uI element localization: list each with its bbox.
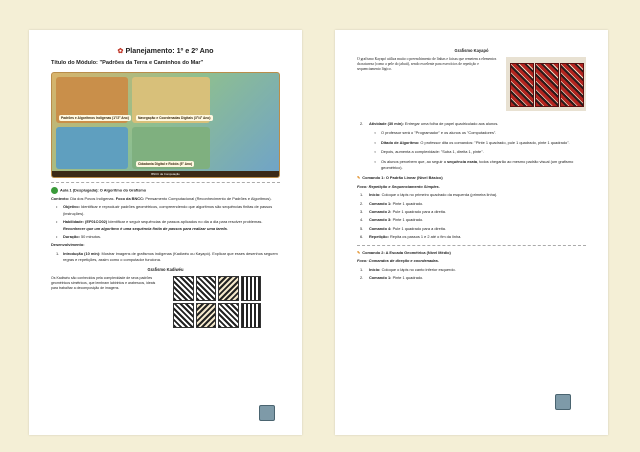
aula-heading: Aula 1 (Desplugada): O Algoritmo do Grafismo bbox=[51, 187, 280, 194]
module-banner-image bbox=[51, 72, 280, 178]
cmd2-foco: Foco: Comandos de direção e coordenadas. bbox=[357, 258, 439, 264]
step-atividade: 2. Atividade (30 min): Entregar uma folha de papel quadriculado aos alunos. bbox=[360, 121, 499, 126]
cmd1-heading: ✎ Comando 1: O Padrão Linear (Nível Básico) bbox=[357, 175, 443, 181]
cmd1-step: 4. Comando 3: Pinte 1 quadrado. bbox=[360, 217, 424, 223]
banner-footer: BNCC da Computação bbox=[52, 171, 279, 177]
sub-bullet-4: ○ Os alunos percebem que, ao seguir a sequência exata, todos chegarão ao mesmo padrão visual (um grafismo geométrico). bbox=[374, 158, 574, 171]
cmd1-foco: Foco: Repetição e Sequenciamento Simples. bbox=[357, 183, 440, 189]
cmd2-step: 1. Início: Coloque o lápis no canto inferior esquerdo. bbox=[360, 266, 456, 272]
bullet-duracao: • Duração: 50 minutos. bbox=[56, 234, 102, 240]
kayapo-section bbox=[357, 57, 586, 111]
desenvolvimento-label: Desenvolvimento: bbox=[51, 242, 85, 248]
page-title: ✿ Planejamento: 1º e 2º Ano bbox=[117, 46, 214, 55]
kayapo-pattern-image bbox=[506, 57, 586, 111]
kayapo-title: Grafismo Kayapó bbox=[454, 48, 489, 53]
page-stamp-icon bbox=[259, 405, 275, 421]
sub-bullet-1: ○ O professor será o "Programador" e os alunos os "Computadores". bbox=[374, 130, 497, 136]
divider bbox=[357, 245, 586, 246]
banner-tile-3 bbox=[56, 127, 128, 169]
cmd1-step: 3. Comando 2: Pule 1 quadrado para a direita. bbox=[360, 209, 447, 215]
banner-caption-3: Cidadania Digital e Robôs (5° Ano) bbox=[138, 162, 193, 166]
cmd2-heading: ✎ Comando 2: A Escada Geométrica (Nível Médio) bbox=[357, 249, 451, 255]
sub-bullet-3: ○ Depois, aumenta a complexidade: "Suba 1, direita 1, pinte". bbox=[374, 149, 484, 155]
divider bbox=[51, 182, 280, 183]
bullet-habilidade: • Habilidade: (EF01CO02) Identificar e seguir sequências de passos aplicados no dia a dia para resolver problemas. Reconhecer que um algoritmo é uma sequência finita de passos para realizar uma tarefa. bbox=[56, 219, 263, 231]
banner-caption-1: Padrões e Algoritmos Indígenas (1°/2° Ano) bbox=[61, 116, 129, 120]
cmd1-step: 5. Comando 4: Pule 1 quadrado para a direita. bbox=[360, 225, 447, 231]
kadiweu-section bbox=[51, 276, 280, 328]
banner-caption-2: Navegação e Coordenadas Digitais (3°/4° Ano) bbox=[138, 116, 211, 120]
green-circle-icon bbox=[51, 187, 58, 194]
lesson-plan-icon: ✿ bbox=[117, 46, 124, 55]
bullet-objetivo: • Objetivo: Identificar e reproduzir padrões geométricos, compreendendo que algoritmos são sequências finitas de passos (instruções). bbox=[56, 204, 273, 216]
kayapo-text: O grafismo Kayapó utiliza muito o preenchimento de linhas e faixas que remetem a elementos da natureza (como a pele do jabuti), sendo excelente para exercícios de repetição e sequenciamento lógico. bbox=[357, 57, 497, 71]
step-introducao: 1. Introdução (10 min): Mostrar imagens de grafismos indígenas (Kadiwéu ou Kayapó). Explicar que esses desenhos seguem regras e repetições, assim como o computador funciona. bbox=[56, 250, 278, 263]
contexto-paragraph: Contexto: Dia dos Povos Indígenas. Foco da BNCC: Pensamento Computacional (Reconhecimento de Padrões e Algoritmos). bbox=[51, 196, 272, 201]
document-page-left bbox=[29, 30, 302, 435]
kadiweu-text: Os Kadiwéu são conhecidos pela complexidade de seus padrões geométricos simétricos, que lembram labirintos e arabescos, ideais para trabalhar a decomposição de imagens. bbox=[51, 275, 156, 290]
kadiweu-title: Grafismo Kadiwéu bbox=[147, 266, 184, 272]
command-icon: ✎ bbox=[357, 175, 361, 181]
cmd1-step: 2. Comando 1: Pinte 1 quadrado. bbox=[360, 200, 424, 206]
sub-bullet-2: ○ Ditado de Algoritmo: O professor dita os comandos: "Pinte 1 quadrado, pule 1 quadrado, pinte 1 quadrado". bbox=[374, 139, 570, 145]
cmd1-step: 1. Início: Coloque o lápis no primeiro quadrado da esquerda (primeira linha). bbox=[360, 192, 498, 198]
cmd2-step: 2. Comando 1: Pinte 1 quadrado. bbox=[360, 274, 424, 280]
kadiweu-pattern-image bbox=[173, 276, 261, 328]
cmd1-step: 6. Repetição: Repita os passos 1 e 2 até o fim da linha. bbox=[360, 234, 462, 240]
command-icon: ✎ bbox=[357, 249, 361, 255]
page-stamp-icon bbox=[555, 394, 571, 410]
module-title: Título do Módulo: "Padrões da Terra e Caminhos do Mar" bbox=[51, 60, 204, 66]
document-page-right bbox=[335, 30, 608, 435]
